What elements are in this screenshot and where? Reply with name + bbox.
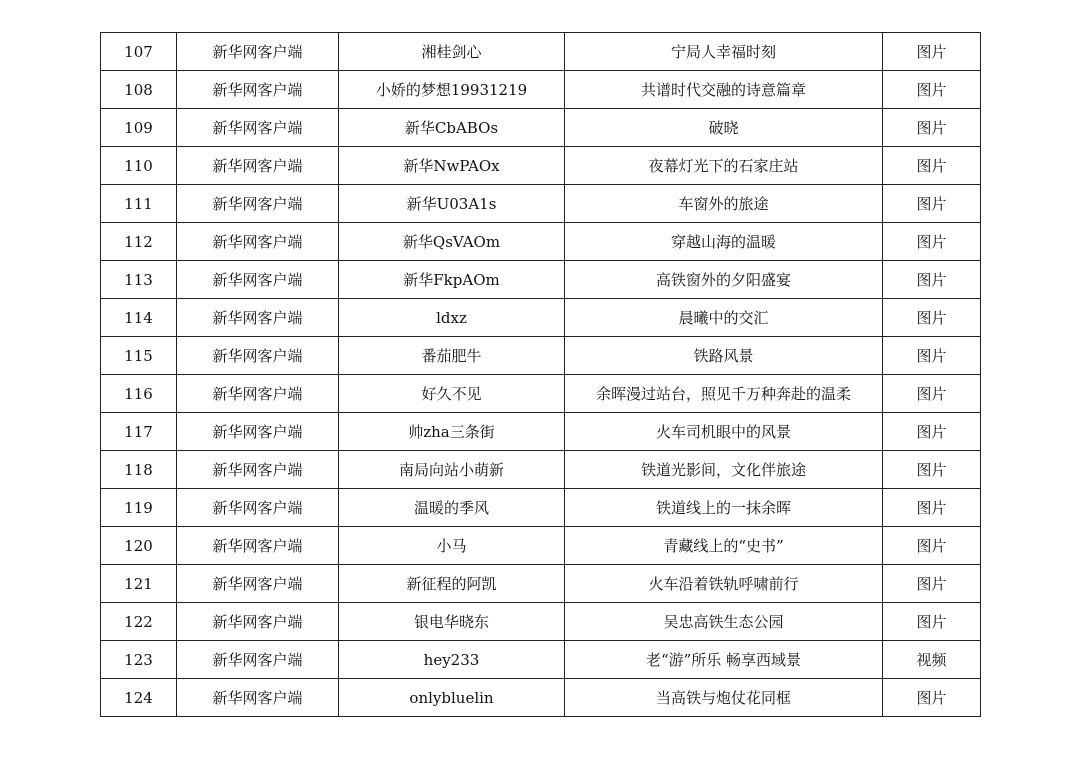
media-type-cell: 图片 [883, 147, 981, 185]
media-type-cell: 图片 [883, 185, 981, 223]
author-cell: 小娇的梦想19931219 [339, 71, 565, 109]
author-cell: 新华NwPAOx [339, 147, 565, 185]
table-row [101, 337, 981, 375]
author-cell: 新华QsVAOm [339, 223, 565, 261]
row-number-cell: 123 [101, 641, 177, 679]
table-row [101, 71, 981, 109]
source-cell: 新华网客户端 [177, 109, 339, 147]
title-cell: 火车司机眼中的风景 [565, 413, 883, 451]
row-number-cell: 119 [101, 489, 177, 527]
media-type-cell: 图片 [883, 71, 981, 109]
media-type-cell: 图片 [883, 33, 981, 71]
source-cell: 新华网客户端 [177, 603, 339, 641]
title-cell: 穿越山海的温暖 [565, 223, 883, 261]
row-number-cell: 121 [101, 565, 177, 603]
source-cell: 新华网客户端 [177, 337, 339, 375]
table-row [101, 109, 981, 147]
author-cell: 银电华晓东 [339, 603, 565, 641]
table-row [101, 33, 981, 71]
title-cell: 余晖漫过站台，照见千万种奔赴的温柔 [565, 375, 883, 413]
source-cell: 新华网客户端 [177, 299, 339, 337]
media-type-cell: 图片 [883, 451, 981, 489]
source-cell: 新华网客户端 [177, 223, 339, 261]
media-type-cell: 图片 [883, 109, 981, 147]
source-cell: 新华网客户端 [177, 451, 339, 489]
author-cell: 番茄肥牛 [339, 337, 565, 375]
source-cell: 新华网客户端 [177, 375, 339, 413]
table-row [101, 565, 981, 603]
author-cell: 新华CbABOs [339, 109, 565, 147]
author-cell: 温暖的季风 [339, 489, 565, 527]
row-number-cell: 120 [101, 527, 177, 565]
row-number-cell: 113 [101, 261, 177, 299]
table-row [101, 603, 981, 641]
row-number-cell: 122 [101, 603, 177, 641]
source-cell: 新华网客户端 [177, 71, 339, 109]
row-number-cell: 109 [101, 109, 177, 147]
row-number-cell: 124 [101, 679, 177, 717]
media-type-cell: 图片 [883, 527, 981, 565]
source-cell: 新华网客户端 [177, 261, 339, 299]
title-cell: 铁路风景 [565, 337, 883, 375]
entries-table [100, 32, 981, 717]
media-type-cell: 图片 [883, 375, 981, 413]
media-type-cell: 图片 [883, 679, 981, 717]
table-row [101, 451, 981, 489]
row-number-cell: 108 [101, 71, 177, 109]
row-number-cell: 111 [101, 185, 177, 223]
author-cell: onlybluelin [339, 679, 565, 717]
table-row [101, 413, 981, 451]
media-type-cell: 图片 [883, 489, 981, 527]
table-row [101, 147, 981, 185]
title-cell: 车窗外的旅途 [565, 185, 883, 223]
table-row [101, 375, 981, 413]
title-cell: 铁道光影间，文化伴旅途 [565, 451, 883, 489]
row-number-cell: 107 [101, 33, 177, 71]
source-cell: 新华网客户端 [177, 185, 339, 223]
source-cell: 新华网客户端 [177, 489, 339, 527]
title-cell: 夜幕灯光下的石家庄站 [565, 147, 883, 185]
table-row [101, 641, 981, 679]
table-body [101, 33, 981, 717]
title-cell: 吴忠高铁生态公园 [565, 603, 883, 641]
table-row [101, 223, 981, 261]
title-cell: 共谱时代交融的诗意篇章 [565, 71, 883, 109]
media-type-cell: 图片 [883, 603, 981, 641]
title-cell: 青藏线上的“史书” [565, 527, 883, 565]
source-cell: 新华网客户端 [177, 33, 339, 71]
title-cell: 火车沿着铁轨呼啸前行 [565, 565, 883, 603]
row-number-cell: 116 [101, 375, 177, 413]
author-cell: 帅zha三条街 [339, 413, 565, 451]
author-cell: 新征程的阿凯 [339, 565, 565, 603]
title-cell: 晨曦中的交汇 [565, 299, 883, 337]
row-number-cell: 118 [101, 451, 177, 489]
media-type-cell: 图片 [883, 413, 981, 451]
table-row [101, 185, 981, 223]
table-row [101, 261, 981, 299]
title-cell: 宁局人幸福时刻 [565, 33, 883, 71]
title-cell: 高铁窗外的夕阳盛宴 [565, 261, 883, 299]
author-cell: 新华FkpAOm [339, 261, 565, 299]
entries-table-container [100, 32, 981, 717]
row-number-cell: 115 [101, 337, 177, 375]
source-cell: 新华网客户端 [177, 641, 339, 679]
author-cell: ldxz [339, 299, 565, 337]
media-type-cell: 图片 [883, 223, 981, 261]
title-cell: 当高铁与炮仗花同框 [565, 679, 883, 717]
source-cell: 新华网客户端 [177, 147, 339, 185]
source-cell: 新华网客户端 [177, 413, 339, 451]
media-type-cell: 图片 [883, 565, 981, 603]
row-number-cell: 112 [101, 223, 177, 261]
table-row [101, 489, 981, 527]
row-number-cell: 110 [101, 147, 177, 185]
media-type-cell: 视频 [883, 641, 981, 679]
source-cell: 新华网客户端 [177, 679, 339, 717]
title-cell: 老“游”所乐 畅享西域景 [565, 641, 883, 679]
author-cell: hey233 [339, 641, 565, 679]
title-cell: 破晓 [565, 109, 883, 147]
author-cell: 好久不见 [339, 375, 565, 413]
table-row [101, 679, 981, 717]
media-type-cell: 图片 [883, 299, 981, 337]
author-cell: 湘桂剑心 [339, 33, 565, 71]
row-number-cell: 114 [101, 299, 177, 337]
table-row [101, 527, 981, 565]
author-cell: 南局向站小萌新 [339, 451, 565, 489]
source-cell: 新华网客户端 [177, 565, 339, 603]
author-cell: 新华U03A1s [339, 185, 565, 223]
media-type-cell: 图片 [883, 337, 981, 375]
author-cell: 小马 [339, 527, 565, 565]
row-number-cell: 117 [101, 413, 177, 451]
title-cell: 铁道线上的一抹余晖 [565, 489, 883, 527]
table-row [101, 299, 981, 337]
media-type-cell: 图片 [883, 261, 981, 299]
source-cell: 新华网客户端 [177, 527, 339, 565]
